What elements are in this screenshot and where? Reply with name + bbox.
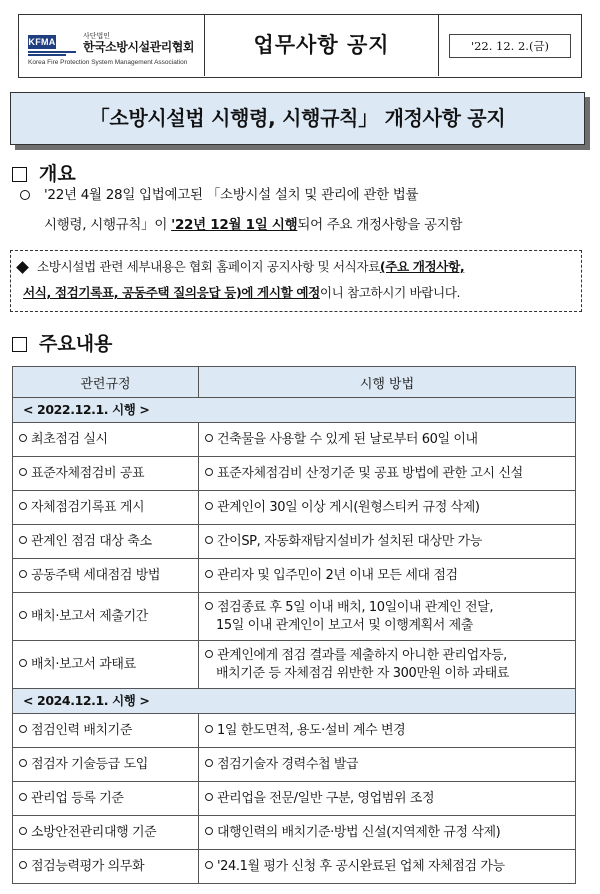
method-text: 건축물을 사용할 수 있게 된 날로부터 60일 이내: [217, 431, 478, 447]
table-row: [13, 491, 576, 525]
method-text: 점검종료 후 5일 이내 배치, 10일이내 관계인 전달,: [217, 599, 494, 615]
circle-bullet-icon: [205, 827, 213, 835]
method-text: 표준자체점검비 산정기준 및 공표 방법에 관한 고시 신설: [217, 465, 523, 481]
circle-bullet-icon: [19, 793, 27, 801]
overview-line-1: '22년 4월 28일 입법예고된 「소방시설 설치 및 관리에 관한 법률: [44, 187, 419, 203]
circle-bullet-icon: [19, 434, 27, 442]
overview-effective-date: '22년 12월 1일 시행: [171, 217, 298, 233]
circle-bullet-icon: [19, 861, 27, 869]
notice-line-2-strong: 서식, 점검기록표, 공동주택 질의응답 등)에 게시할 예정: [23, 285, 320, 300]
method-text: 관계인이 30일 이상 게시(원형스티커 규정 삭제): [217, 499, 480, 515]
circle-bullet-icon: [19, 759, 27, 767]
circle-bullet-icon: [205, 793, 213, 801]
method-text-continued: 15일 이내 관계인이 보고서 및 이행계획서 제출: [216, 617, 473, 633]
method-text: '24.1월 평가 신청 후 공시완료된 업체 자체점검 가능: [217, 858, 505, 874]
method-text: 관계인에게 점검 결과를 제출하지 아니한 관리업자등,: [217, 647, 507, 663]
method-cell: [199, 491, 576, 525]
method-cell: [199, 641, 576, 689]
rule-cell: [13, 423, 199, 457]
table-row: [13, 457, 576, 491]
rule-cell: [13, 714, 199, 748]
method-text: 관리자 및 입주민이 2년 이내 모든 세대 점검: [217, 567, 458, 583]
method-cell: [199, 850, 576, 884]
checkbox-square-icon: [12, 167, 27, 182]
method-cell: [199, 457, 576, 491]
rule-text: 자체점검기록표 게시: [31, 499, 145, 515]
rule-text: 배치·보고서 과태료: [31, 656, 136, 672]
rule-cell: [13, 850, 199, 884]
circle-bullet-icon: [205, 650, 213, 658]
logo-name: 한국소방시설관리협회: [83, 40, 194, 54]
rule-cell: [13, 641, 199, 689]
checkbox-square-icon: [12, 337, 27, 352]
table-row: [13, 593, 576, 641]
notice-box: [10, 250, 582, 312]
rule-cell: [13, 782, 199, 816]
rule-text: 점검인력 배치기준: [31, 722, 132, 738]
circle-bullet-icon: [205, 570, 213, 578]
rule-text: 점검자 기술등급 도입: [31, 756, 148, 772]
circle-bullet-icon: [205, 725, 213, 733]
method-text: 간이SP, 자동화재탐지설비가 설치된 대상만 가능: [217, 533, 482, 549]
rule-cell: [13, 748, 199, 782]
table-row: [13, 525, 576, 559]
overview-line-2: [44, 214, 462, 236]
method-cell: [199, 816, 576, 850]
overview-line-2-post: 되어 주요 개정사항을 공지함: [297, 217, 463, 233]
overview-line-2-pre: 시행령, 시행규칙」이: [44, 217, 172, 233]
method-text: 관리업을 전문/일반 구분, 영업범위 조정: [217, 790, 435, 806]
rule-cell: [13, 593, 199, 641]
circle-bullet-icon: [19, 502, 27, 510]
logo-stripe: [28, 51, 76, 53]
rule-cell: [13, 491, 199, 525]
method-cell: [199, 559, 576, 593]
table-row: [13, 559, 576, 593]
logo-small-text: 사단법인: [83, 32, 111, 40]
band-label: < 2022.12.1. 시행 >: [13, 398, 576, 423]
col-rule-header: 관련규정: [13, 367, 199, 398]
circle-bullet-icon: [205, 759, 213, 767]
rule-cell: [13, 559, 199, 593]
method-cell: [199, 593, 576, 641]
circle-bullet-icon: [19, 536, 27, 544]
table-row: [13, 714, 576, 748]
logo-english: Korea Fire Protection System Management Association: [28, 59, 188, 66]
document-header: [18, 14, 582, 78]
circle-bullet-icon: [19, 659, 27, 667]
notice-line-2-post: 이니 참고하시기 바랍니다.: [319, 285, 461, 300]
circle-bullet-icon: [19, 827, 27, 835]
method-cell: [199, 714, 576, 748]
notice-line-1-strong: (주요 개정사항,: [379, 259, 465, 274]
doc-title: 업무사항 공지: [204, 15, 439, 76]
circle-bullet-icon: [205, 434, 213, 442]
rule-text: 관계인 점검 대상 축소: [31, 533, 152, 549]
doc-date: '22. 12. 2.(금): [449, 34, 571, 58]
circle-bullet-icon: [19, 611, 27, 619]
main-heading: [12, 332, 112, 356]
circle-bullet-icon: [205, 502, 213, 510]
method-cell: [199, 748, 576, 782]
overview-heading-label: 개요: [39, 163, 76, 185]
method-text-continued: 배치기준 등 자체점검 위반한 자 300만원 이하 과태료: [216, 665, 509, 681]
method-text: 점검기술자 경력수첩 발급: [217, 756, 359, 772]
table-header-row: [13, 367, 576, 398]
rule-text: 관리업 등록 기준: [31, 790, 124, 806]
circle-bullet-icon: [205, 468, 213, 476]
method-text: 대행인력의 배치기준·방법 신설(지역제한 규정 삭제): [217, 824, 501, 840]
circle-bullet-icon: [20, 190, 30, 200]
section-band-2022: [13, 398, 576, 423]
rule-text: 점검능력평가 의무화: [31, 858, 145, 874]
table-row: [13, 850, 576, 884]
circle-bullet-icon: [19, 468, 27, 476]
overview-heading: [12, 162, 76, 186]
rule-text: 표준자체점검비 공표: [31, 465, 145, 481]
method-cell: [199, 423, 576, 457]
logo-stripe: [28, 54, 66, 56]
main-content-table: [12, 366, 576, 884]
notice-line-1: [37, 256, 464, 278]
circle-bullet-icon: [205, 536, 213, 544]
notice-line-2: [23, 282, 460, 304]
main-title: 「소방시설법 시행령, 시행규칙」 개정사항 공지: [10, 92, 585, 145]
association-logo: [19, 15, 204, 76]
rule-text: 배치·보고서 제출기간: [31, 608, 148, 624]
rule-text: 소방안전관리대행 기준: [31, 824, 157, 840]
rule-text: 최초점검 실시: [31, 431, 108, 447]
diamond-bullet-icon: [16, 261, 29, 274]
main-title-box: [10, 92, 590, 150]
rule-cell: [13, 816, 199, 850]
table-row: [13, 782, 576, 816]
notice-line-1-pre: 소방시설법 관련 세부내용은 협회 홈페이지 공지사항 및 서식자료: [37, 259, 380, 274]
band-label: < 2024.12.1. 시행 >: [13, 689, 576, 714]
circle-bullet-icon: [205, 602, 213, 610]
method-text: 1일 한도면적, 용도·설비 계수 변경: [217, 722, 406, 738]
rule-cell: [13, 457, 199, 491]
col-method-header: 시행 방법: [199, 367, 576, 398]
table-row: [13, 816, 576, 850]
table-row: [13, 748, 576, 782]
circle-bullet-icon: [19, 570, 27, 578]
rule-text: 공동주택 세대점검 방법: [31, 567, 161, 583]
rule-cell: [13, 525, 199, 559]
method-cell: [199, 782, 576, 816]
method-cell: [199, 525, 576, 559]
table-row: [13, 423, 576, 457]
logo-abbr: KFMA: [28, 37, 56, 47]
table-row: [13, 641, 576, 689]
section-band-2024: [13, 689, 576, 714]
main-heading-label: 주요내용: [39, 333, 113, 355]
circle-bullet-icon: [19, 725, 27, 733]
circle-bullet-icon: [205, 861, 213, 869]
